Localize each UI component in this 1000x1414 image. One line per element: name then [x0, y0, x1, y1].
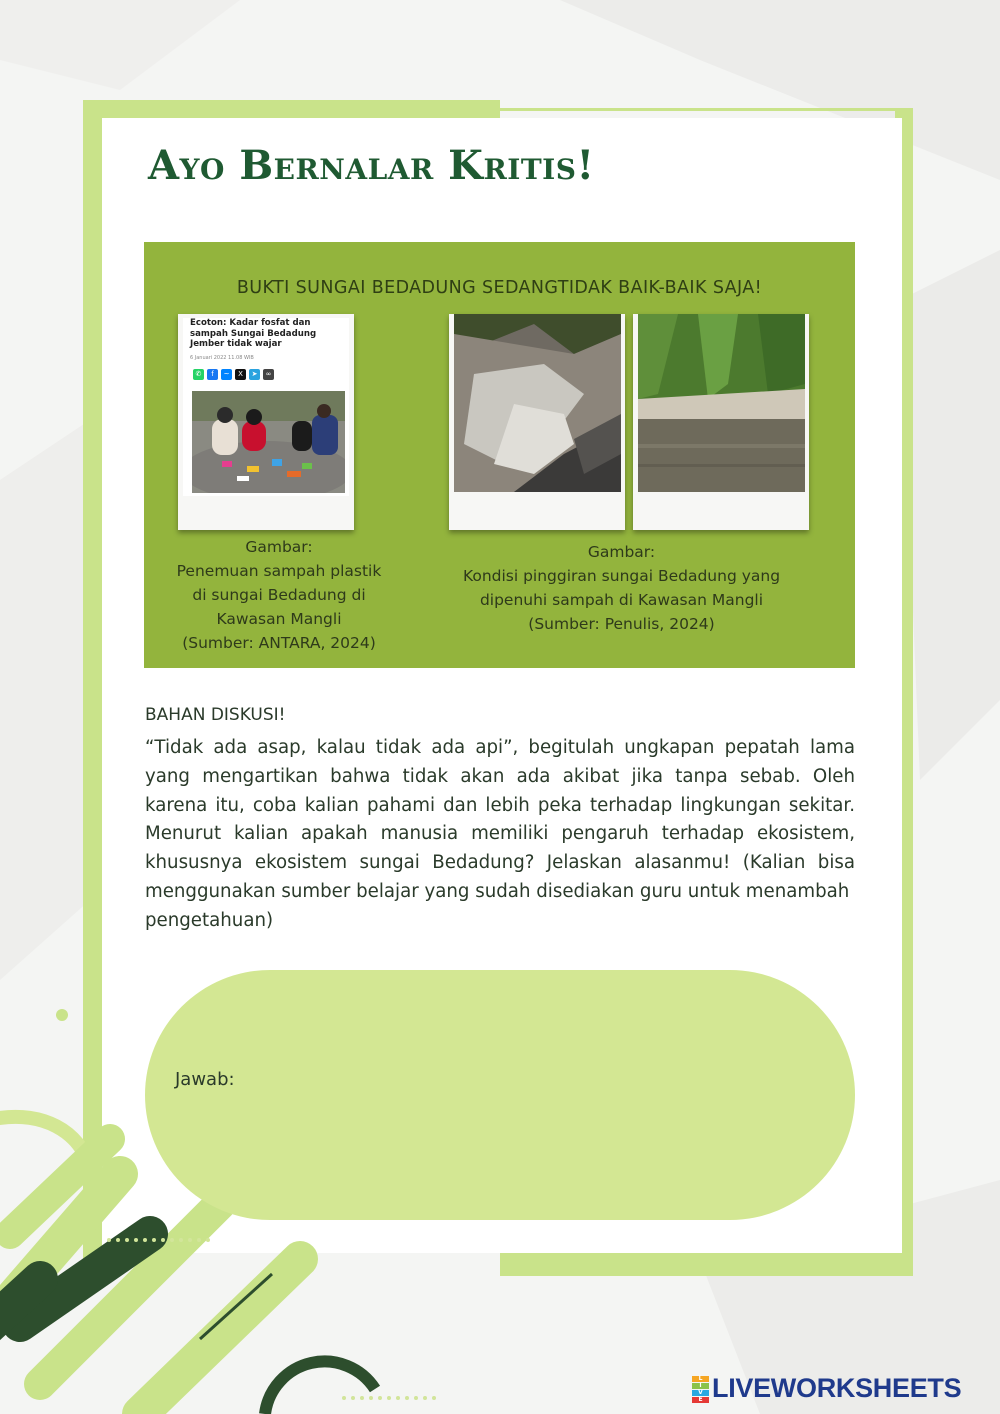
news-headline: Ecoton: Kadar fosfat dan sampah Sungai Bedadung Jember tidak wajar — [190, 318, 317, 349]
news-photo — [192, 391, 345, 493]
paragraph-line: khususnya ekosistem sungai Bedadung? Jelaskan alasanmu! (Kalian bisa — [145, 852, 855, 874]
logo-letter: E — [692, 1397, 709, 1403]
evidence-heading: BUKTI SUNGAI BEDADUNG SEDANGTIDAK BAIK-BAIK SAJA! — [236, 278, 763, 298]
paragraph-line: Menurut kalian apakah manusia memiliki pengaruh terhadap ekosistem, — [145, 823, 855, 845]
caption-line: (Sumber: Penulis, 2024) — [528, 615, 715, 633]
caption-line: Gambar: — [587, 543, 656, 561]
evidence-panel — [144, 242, 855, 668]
page-title: Ayo Bernalar Kritis! — [148, 142, 595, 189]
logo-letter: I — [692, 1383, 709, 1389]
logo-letter: L — [692, 1376, 709, 1382]
telegram-icon: ➤ — [249, 369, 260, 380]
messenger-icon: ~ — [221, 369, 232, 380]
answer-label: Jawab: — [175, 1069, 235, 1090]
caption-left — [160, 535, 398, 655]
river-water-photo — [638, 314, 805, 492]
caption-line: Kondisi pinggiran sungai Bedadung yang — [462, 567, 781, 585]
news-photo-frame — [178, 314, 354, 530]
discussion-label: BAHAN DISKUSI! — [145, 705, 286, 725]
paragraph-line: menggunakan sumber belajar yang sudah disediakan guru untuk menambah — [145, 880, 850, 902]
logo-letter: V — [692, 1390, 709, 1396]
paragraph-line: pengetahuan) — [145, 909, 274, 931]
link-icon: ∞ — [263, 369, 274, 380]
whatsapp-icon: ✆ — [193, 369, 204, 380]
dot-row — [107, 1238, 210, 1242]
frame-bottom-right — [500, 1250, 913, 1276]
river-photo-frame — [449, 314, 625, 530]
paragraph-line: “Tidak ada asap, kalau tidak ada api”, begitulah ungkapan pepatah lama — [145, 737, 855, 758]
caption-line: Gambar: — [245, 538, 313, 556]
caption-right — [444, 540, 799, 636]
discussion-paragraph — [145, 734, 855, 936]
logo-text: LIVEWORKSHEETS — [712, 1373, 962, 1403]
caption-line: dipenuhi sampah di Kawasan Mangli — [479, 591, 764, 609]
frame-top-thin — [500, 108, 913, 111]
paragraph-line: karena itu, coba kalian pahami dan lebih peka terhadap lingkungan sekitar. — [145, 794, 855, 816]
caption-line: Penemuan sampah plastik — [176, 562, 382, 580]
dot-row — [342, 1396, 436, 1400]
answer-input-area[interactable] — [145, 970, 855, 1220]
river-bank-photo — [454, 314, 621, 492]
paragraph-line: yang mengartikan bahwa tidak akan ada akibat jika tanpa sebab. Oleh — [145, 765, 855, 787]
liveworksheets-icon — [692, 1376, 709, 1402]
liveworksheets-logo[interactable] — [692, 1373, 961, 1404]
news-screenshot — [183, 318, 349, 496]
frame-top-left — [83, 100, 500, 119]
x-icon: X — [235, 369, 246, 380]
facebook-icon: f — [207, 369, 218, 380]
river-photo-frame — [633, 314, 809, 530]
news-date: 6 Januari 2022 11.08 WIB — [190, 355, 254, 361]
caption-line: (Sumber: ANTARA, 2024) — [182, 634, 376, 652]
caption-line: di sungai Bedadung di — [192, 586, 366, 604]
caption-line: Kawasan Mangli — [216, 610, 342, 628]
